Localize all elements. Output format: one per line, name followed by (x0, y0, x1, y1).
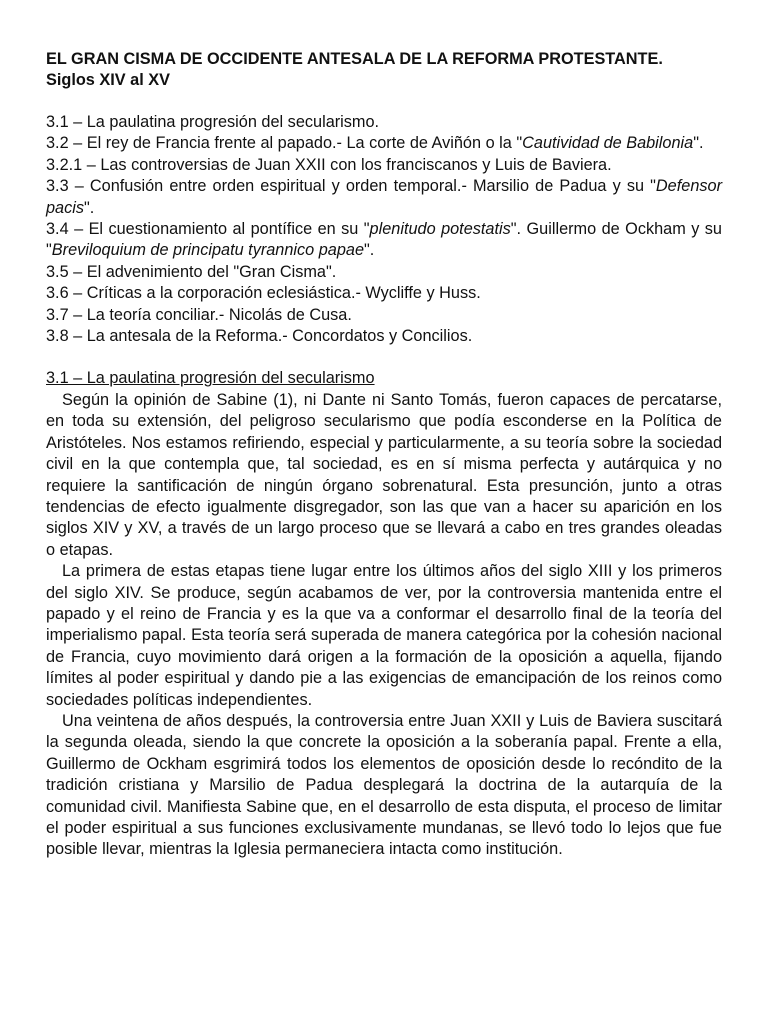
toc-item-3-1: 3.1 – La paulatina progresión del secularismo. (46, 113, 380, 131)
paragraph-2: La primera de estas etapas tiene lugar entre los últimos años del siglo XIII y los primeros del siglo XIV. Se produce, según acabamos de ver, por la controversia mantenida entre el papado y el reino de Francia y es la que va a conformar el desarrollo final de la teoría del imperialismo papal. Esta teoría será superada de manera categórica por la cohesión nacional de Francia, cuyo movimiento dará origen a la formación de la oposición a aquella, fijando límites al poder espiritual y dando pie a las exigencias de emancipación de los reinos como sociedades políticas independientes. (46, 562, 722, 709)
toc-item-3-3-italic: Defensor pacis (46, 177, 722, 217)
toc-item-3-2 (46, 133, 722, 154)
toc-item-3-7: 3.7 – La teoría conciliar.- Nicolás de Cusa. (46, 305, 352, 324)
toc-item-3-3-text: 3.3 – Confusión entre orden espiritual y orden temporal.- Marsilio de Padua y su " (46, 177, 656, 196)
title-line-1: EL GRAN CISMA DE OCCIDENTE ANTESALA DE LA REFORMA PROTESTANTE. (46, 50, 663, 68)
toc-item-3-3-end: ". (84, 198, 95, 217)
toc-item-3-5: 3.5 – El advenimiento del "Gran Cisma". (46, 262, 337, 281)
toc-item-3-6: 3.6 – Críticas a la corporación eclesiástica.- Wycliffe y Huss. (46, 284, 481, 303)
section-heading: 3.1 – La paulatina progresión del secularismo (46, 369, 375, 388)
toc-item-3-4-text: 3.4 – El cuestionamiento al pontífice en su " (46, 220, 370, 239)
toc-item-3-4-italic-1: plenitudo potestatis (369, 220, 511, 239)
toc-item-3-4-mid: ". Guillermo de Ockham y su " (46, 220, 722, 260)
toc-item-3-3 (46, 176, 722, 219)
toc-item-3-2-text: 3.2 – El rey de Francia frente al papado.- La corte de Aviñón o la " (46, 134, 523, 153)
title-line-2: Siglos XIV al XV (46, 71, 170, 89)
toc-item-3-2-end: ". (693, 134, 704, 153)
table-of-contents (46, 112, 722, 347)
document-title (46, 49, 722, 91)
toc-item-3-2-italic: Cautividad de Babilonia (522, 134, 694, 153)
toc-item-3-4-end: ". (364, 241, 375, 260)
toc-item-3-8: 3.8 – La antesala de la Reforma.- Concordatos y Concilios. (46, 327, 473, 346)
paragraph-3: Una veintena de años después, la controversia entre Juan XXII y Luis de Baviera suscitará la segunda oleada, siendo la que concrete la oposición a la soberanía papal. Frente a ella, Guillermo de Ockham esgrimirá todos los elementos de oposición desde lo recóndito de la tradición cristiana y Marsilio de Padua desplegará la doctrina de la autarquía de la comunidad civil. Manifiesta Sabine que, en el desarrollo de esta disputa, el proceso de limitar el poder espiritual a sus funciones exclusivamente mundanas, se llevó todo lo lejos que fue posible llevar, mientras la Iglesia permaneciera intacta como institución. (46, 711, 722, 859)
toc-item-3-4-italic-2: Breviloquium de principatu tyrannico papae (51, 241, 365, 260)
paragraph-1: Según la opinión de Sabine (1), ni Dante ni Santo Tomás, fueron capaces de percatarse, en toda su extensión, del peligroso secularismo que podía esconderse en la Política de Aristóteles. Nos estamos refiriendo, especial y particularmente, a su teoría sobre la sociedad civil en la que contempla que, tal sociedad, es en sí misma perfecta y autárquica y no requiere la santificación de ningún órgano sobrenatural. Esta presunción, junto a otras tendencias de efecto igualmente disgregador, son las que van a hacer su aparición en los siglos XIV y XV, a través de un largo proceso que se llevará a cabo en tres grandes oleadas o etapas. (46, 390, 722, 559)
toc-item-3-2-1: 3.2.1 – Las controversias de Juan XXII con los franciscanos y Luis de Baviera. (46, 155, 612, 174)
toc-item-3-4 (46, 219, 722, 262)
